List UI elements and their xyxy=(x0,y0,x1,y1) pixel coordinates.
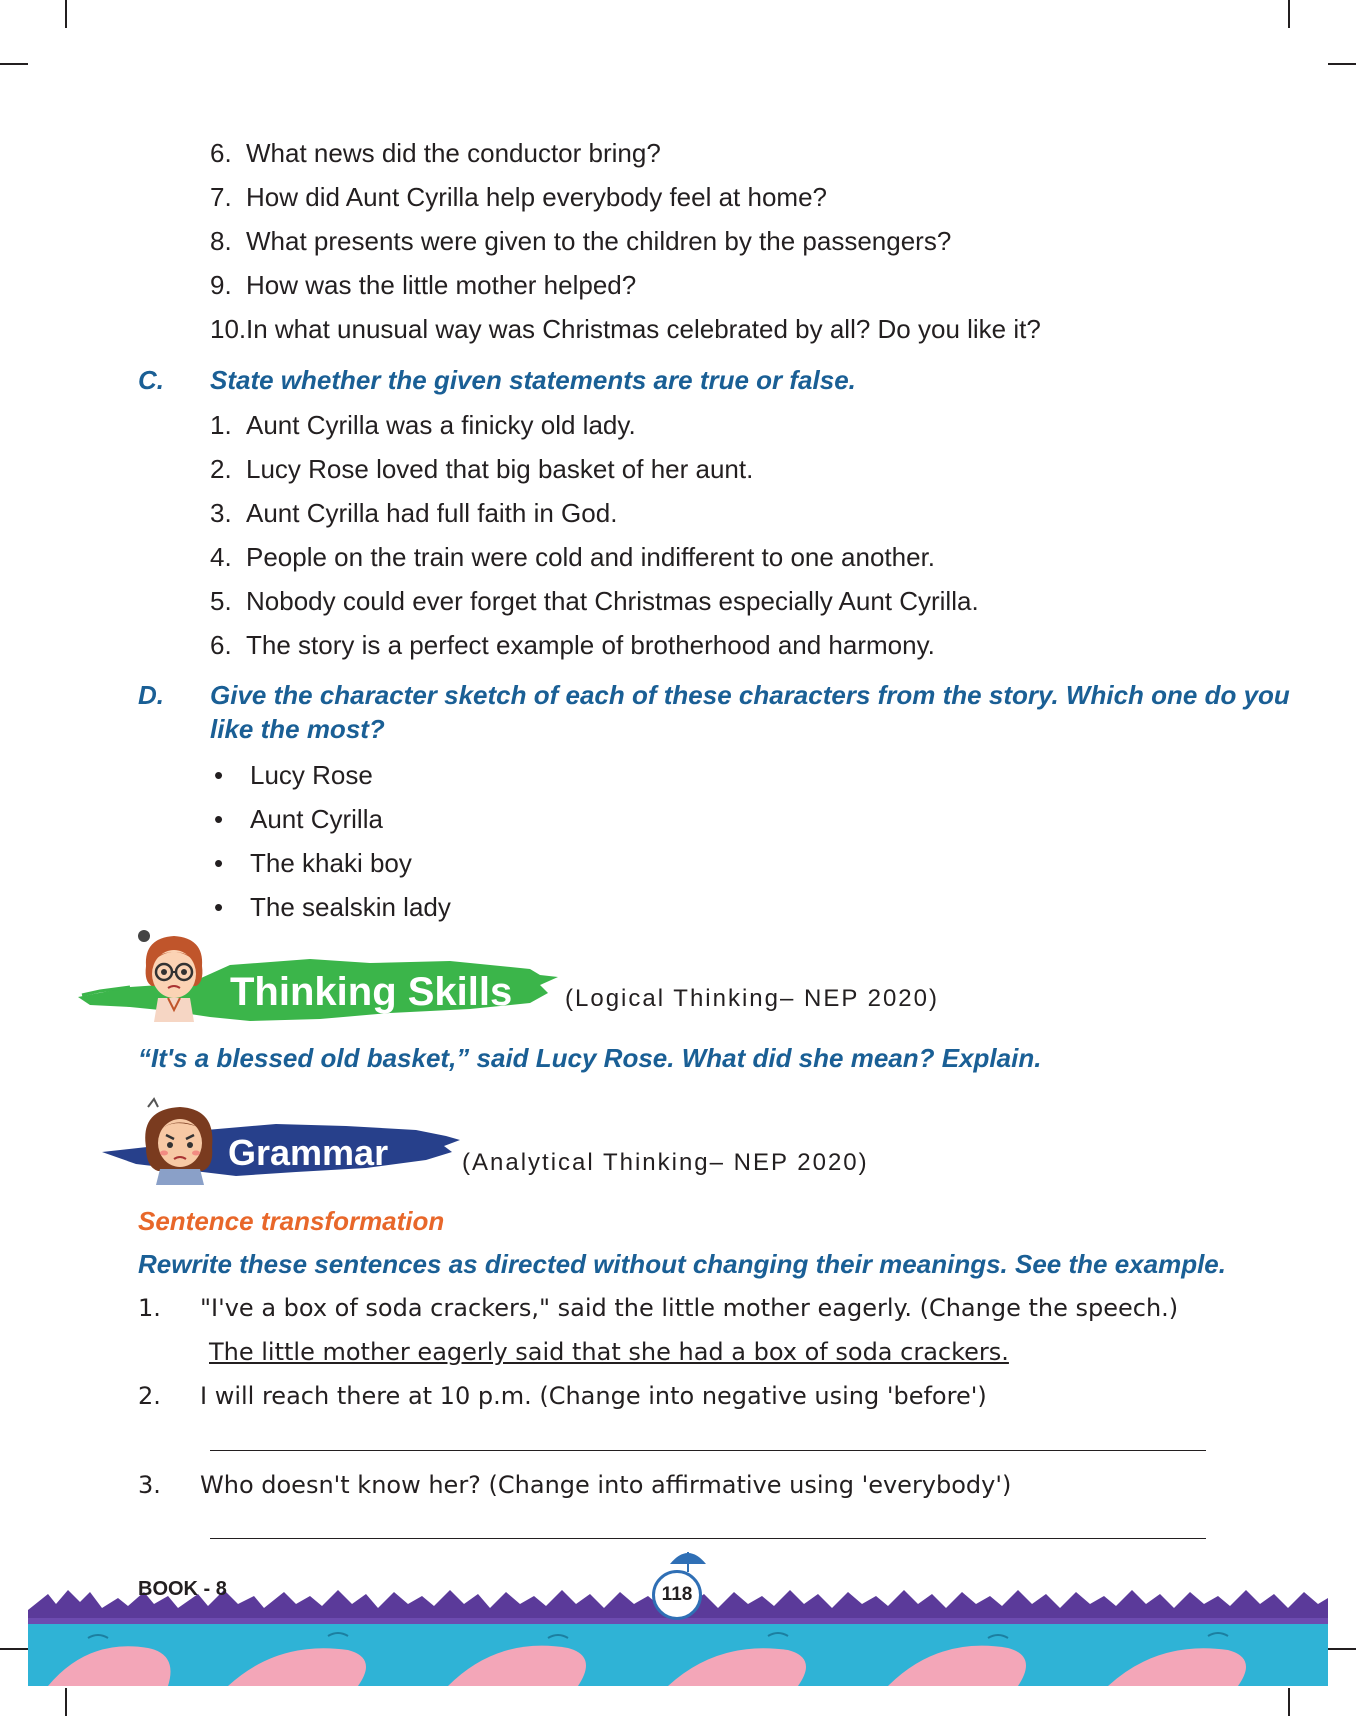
crop-mark xyxy=(1328,63,1356,65)
girl-frowning-icon xyxy=(140,1095,220,1185)
section-title-continued: like the most? xyxy=(210,714,385,744)
answer-line[interactable] xyxy=(210,1538,1206,1539)
section-letter: D. xyxy=(138,680,164,710)
example-answer: The little mother eagerly said that she had a box of soda crackers. xyxy=(209,1338,1009,1366)
answer-line[interactable] xyxy=(210,1450,1206,1451)
grammar-subheading: Sentence transformation xyxy=(138,1206,445,1236)
question-item: 6. What news did the conductor bring? xyxy=(210,138,661,168)
statement-item: 3. Aunt Cyrilla had full faith in God. xyxy=(210,498,618,528)
crop-mark xyxy=(0,63,28,65)
girl-glasses-icon xyxy=(138,926,210,1026)
exercise-item: 3. Who doesn't know her? (Change into affirmative using 'everybody') xyxy=(138,1471,1012,1499)
statement-item: 5. Nobody could ever forget that Christmas especially Aunt Cyrilla. xyxy=(210,586,979,616)
question-item: 9. How was the little mother helped? xyxy=(210,270,637,300)
character-item: • Aunt Cyrilla xyxy=(214,804,383,834)
statement-item: 1. Aunt Cyrilla was a finicky old lady. xyxy=(210,410,636,440)
question-item: 7. How did Aunt Cyrilla help everybody feel at home? xyxy=(210,182,827,212)
book-label: BOOK - 8 xyxy=(138,1578,227,1600)
thinking-skills-title: Thinking Skills xyxy=(230,970,513,1014)
statement-item: 6. The story is a perfect example of brotherhood and harmony. xyxy=(210,630,935,660)
section-title: State whether the given statements are true or false. xyxy=(210,365,856,395)
thinking-skills-tag: (Logical Thinking– NEP 2020) xyxy=(565,985,939,1012)
crop-mark xyxy=(1288,1688,1290,1716)
character-item: • Lucy Rose xyxy=(214,760,373,790)
grammar-title: Grammar xyxy=(228,1132,389,1173)
exercise-item: 2. I will reach there at 10 p.m. (Change into negative using 'before') xyxy=(138,1382,987,1410)
statement-item: 4. People on the train were cold and indifferent to one another. xyxy=(210,542,936,572)
grammar-tag: (Analytical Thinking– NEP 2020) xyxy=(462,1149,869,1176)
section-title: Give the character sketch of each of these characters from the story. Which one do you xyxy=(210,680,1290,710)
crop-mark xyxy=(1328,1648,1356,1650)
crop-mark xyxy=(0,1648,28,1650)
statement-item: 2. Lucy Rose loved that big basket of her aunt. xyxy=(210,454,754,484)
grammar-instruction: Rewrite these sentences as directed without changing their meanings. See the example. xyxy=(138,1249,1226,1279)
exercise-item: 1. "I've a box of soda crackers," said the little mother eagerly. (Change the speech.) xyxy=(138,1294,1179,1322)
section-letter: C. xyxy=(138,365,164,395)
question-item: 8. What presents were given to the children by the passengers? xyxy=(210,226,952,256)
question-item: 10.In what unusual way was Christmas celebrated by all? Do you like it? xyxy=(210,314,1041,344)
crop-mark xyxy=(65,0,67,28)
character-item: • The sealskin lady xyxy=(214,892,451,922)
crop-mark xyxy=(65,1688,67,1716)
page-number-badge xyxy=(652,1570,702,1620)
page-number: 118 xyxy=(661,1584,693,1605)
thinking-skills-question: “It's a blessed old basket,” said Lucy Rose. What did she mean? Explain. xyxy=(138,1043,1042,1073)
crop-mark xyxy=(1288,0,1290,28)
character-item: • The khaki boy xyxy=(214,848,412,878)
